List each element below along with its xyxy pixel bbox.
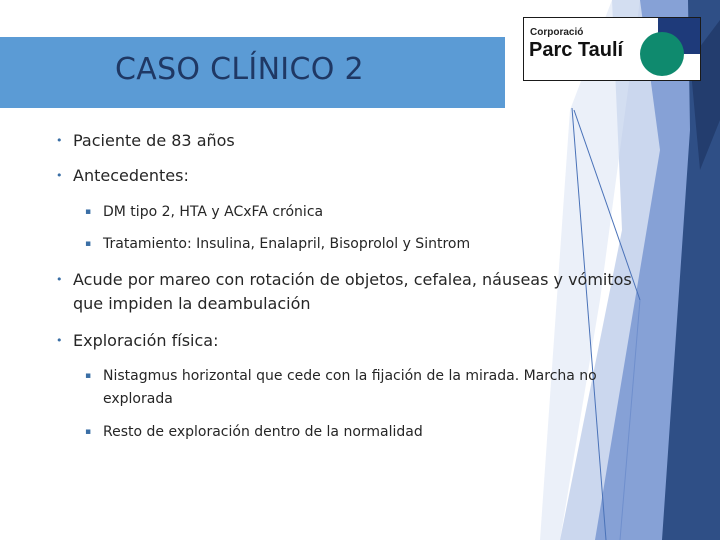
sub-bullet-text: Tratamiento: Insulina, Enalapril, Bisoprolol y Sintrom xyxy=(103,236,471,252)
sub-bullet-nistagmus xyxy=(85,365,597,411)
bullet-dot: • xyxy=(56,134,63,147)
sub-bullet-dot: ▪ xyxy=(85,371,92,381)
bullet-text: Exploración física: xyxy=(73,331,219,350)
bullet-text: Antecedentes: xyxy=(73,166,189,185)
bullet-dot: • xyxy=(56,334,63,347)
sub-bullet-resto xyxy=(85,421,423,444)
sub-bullet-text-line-2: explorada xyxy=(103,391,173,407)
sub-bullet-tratamiento xyxy=(85,233,471,256)
sub-bullet-dm xyxy=(85,201,324,224)
sub-bullet-text-line-1: Nistagmus horizontal que cede con la fijación de la mirada. Marcha no xyxy=(103,368,597,384)
logo-parc-tauli-text: Parc Taulí xyxy=(529,39,624,61)
bullet-text: Paciente de 83 años xyxy=(73,131,235,150)
bullet-antecedentes xyxy=(56,164,189,188)
sub-bullet-text: Resto de exploración dentro de la normalidad xyxy=(103,424,423,440)
bullet-dot: • xyxy=(56,273,63,286)
bullet-age xyxy=(56,129,235,153)
sub-bullet-text: DM tipo 2, HTA y ACxFA crónica xyxy=(103,204,324,220)
logo-corporacio-text: Corporació xyxy=(530,27,584,38)
slide-title: CASO CLÍNICO 2 xyxy=(115,52,364,87)
sub-bullet-dot: ▪ xyxy=(85,239,92,249)
bullet-acude xyxy=(56,268,632,316)
bullet-text-line-2: que impiden la deambulación xyxy=(73,294,311,313)
bullet-text-line-1: Acude por mareo con rotación de objetos, cefalea, náuseas y vómitos xyxy=(73,270,632,289)
sub-bullet-dot: ▪ xyxy=(85,207,92,217)
sub-bullet-dot: ▪ xyxy=(85,427,92,437)
bullet-dot: • xyxy=(56,169,63,182)
bullet-exploracion xyxy=(56,329,219,353)
